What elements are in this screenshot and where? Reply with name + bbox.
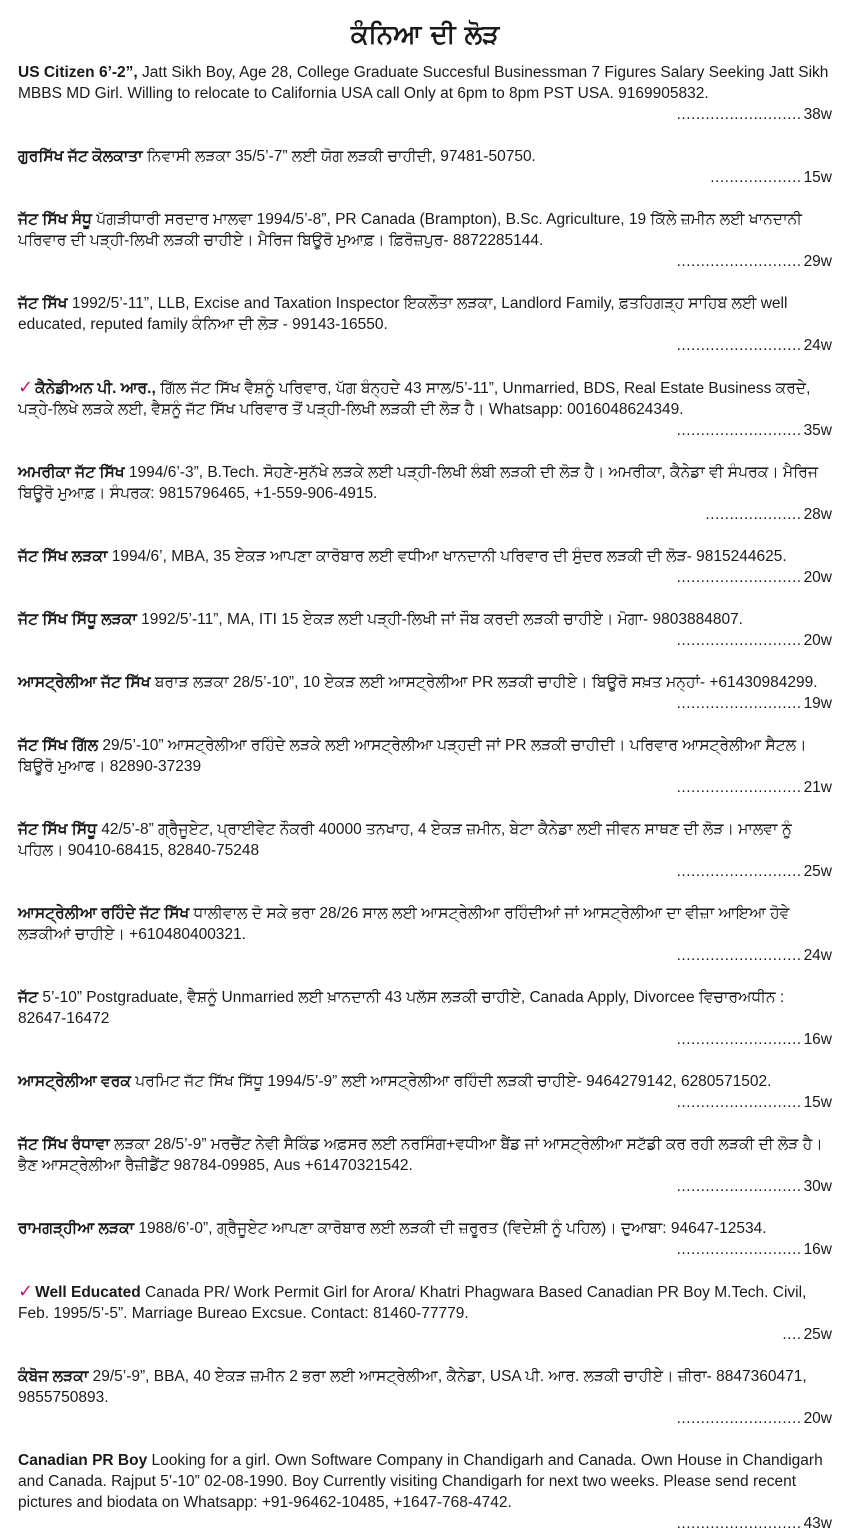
ad-word-count-row <box>18 1513 832 1534</box>
dot-leader: .................... <box>705 506 802 523</box>
page-title: ਕੰਨਿਆ ਦੀ ਲੋੜ <box>350 20 500 50</box>
ad-word-count-row <box>18 567 832 588</box>
ad-text <box>18 735 832 777</box>
ad-body: 1992/5’-11”, LLB, Excise and Taxation Inspector ਇਕਲੌਤਾ ਲੜਕਾ, Landlord Family, ਫ਼ਤਹਿਗੜ੍ਹ ਸਾਹਿਬ ਲਈ well educated, reputed family ਕੰਨਿਆ ਦੀ ਲੋੜ - 99143-16550. <box>18 295 788 333</box>
word-count: 25w <box>803 1326 832 1343</box>
ad-body: 29/5’-9”, BBA, 40 ਏਕੜ ਜ਼ਮੀਨ 2 ਭਰਾ ਲਈ ਆਸਟ੍ਰੇਲੀਆ, ਕੈਨੇਡਾ, USA ਪੀ. ਆਰ. ਲੜਕੀ ਚਾਹੀਏ। ਜ਼ੀਰਾ- 8847360471, 9855750893. <box>18 1368 807 1406</box>
ad-body: 1994/6’, MBA, 35 ਏਕੜ ਆਪਣਾ ਕਾਰੋਬਾਰ ਲਈ ਵਧੀਆ ਖਾਨਦਾਨੀ ਪਰਿਵਾਰ ਦੀ ਸੁੰਦਰ ਲੜਕੀ ਦੀ ਲੋੜ- 9815244625. <box>107 548 787 565</box>
list-item <box>18 1366 832 1429</box>
word-count: 28w <box>803 506 832 523</box>
ad-heading: ਜੱਟ <box>18 989 39 1006</box>
dot-leader: .... <box>782 1326 802 1343</box>
ad-text <box>18 546 832 567</box>
ad-word-count-row <box>18 1176 832 1197</box>
list-item <box>18 672 832 714</box>
ad-word-count-row <box>18 630 832 651</box>
ad-heading: ਕੈਨੇਡੀਅਨ ਪੀ. ਆਰ., <box>35 380 156 397</box>
ad-body: 29/5’-10” ਆਸਟ੍ਰੇਲੀਆ ਰਹਿੰਦੇ ਲੜਕੇ ਲਈ ਆਸਟ੍ਰੇਲੀਆ ਪੜ੍ਹਦੀ ਜਾਂ PR ਲੜਕੀ ਚਾਹੀਦੀ। ਪਰਿਵਾਰ ਆਸਟ੍ਰੇਲੀਆ ਸੈਟਲ। ਬਿਊਰੋ ਮੁਆਫ। 82890-37239 <box>18 737 807 775</box>
ad-text <box>18 987 832 1029</box>
ad-heading: ਕੰਬੋਜ ਲੜਕਾ <box>18 1368 89 1385</box>
ad-text <box>18 293 832 335</box>
ad-text <box>18 146 832 167</box>
list-item <box>18 293 832 356</box>
word-count: 24w <box>803 947 832 964</box>
ad-text <box>18 1071 832 1092</box>
ad-body: Looking for a girl. Own Software Company in Chandigarh and Canada. Own House in Chandigarh and Canada. Rajput 5’-10” 02-08-1990. Boy Currently visiting Chandigarh for next two weeks. Please send recent pictures and biodata on Whatsapp: +91-96462-10485, +1647-768-4742. <box>18 1452 823 1511</box>
ad-heading: ਜੱਟ ਸਿੱਖ <box>18 295 68 312</box>
check-mark-icon: ✓ <box>18 377 34 397</box>
ad-body: 42/5’-8” ਗ੍ਰੈਜੂਏਟ, ਪ੍ਰਾਈਵੇਟ ਨੌਕਰੀ 40000 ਤਨਖਾਹ, 4 ਏਕੜ ਜ਼ਮੀਨ, ਬੇਟਾ ਕੈਨੇਡਾ ਲਈ ਜੀਵਨ ਸਾਥਣ ਦੀ ਲੋੜ। ਮਾਲਵਾ ਨੂੰ ਪਹਿਲ। 90410-68415, 82840-75248 <box>18 821 792 859</box>
ad-word-count-row <box>18 104 832 125</box>
ad-word-count-row <box>18 251 832 272</box>
word-count: 30w <box>803 1178 832 1195</box>
dot-leader: .......................... <box>676 1515 802 1532</box>
list-item <box>18 62 832 125</box>
word-count: 20w <box>803 1410 832 1427</box>
ad-text <box>18 377 832 420</box>
word-count: 21w <box>803 779 832 796</box>
word-count: 15w <box>803 1094 832 1111</box>
ad-text <box>18 1281 832 1324</box>
ad-heading: ਜੱਟ ਸਿੱਖ ਲੜਕਾ <box>18 548 108 565</box>
ad-heading: Canadian PR Boy <box>18 1452 148 1469</box>
ad-heading: ਅਮਰੀਕਾ ਜੱਟ ਸਿੱਖ <box>18 464 125 481</box>
ad-heading: ਜੱਟ ਸਿੱਖ ਸਿੱਧੂ <box>18 821 97 838</box>
ad-body: 1992/5’-11”, MA, ITI 15 ਏਕੜ ਲਈ ਪੜ੍ਹੀ-ਲਿਖੀ ਜਾਂ ਜੌਬ ਕਰਦੀ ਲੜਕੀ ਚਾਹੀਏ। ਮੋਗਾ- 9803884807. <box>136 611 743 628</box>
list-item <box>18 209 832 272</box>
ad-text <box>18 209 832 251</box>
ad-body: ਧਾਲੀਵਾਲ ਦੋ ਸਕੇ ਭਰਾ 28/26 ਸਾਲ ਲਈ ਆਸਟ੍ਰੇਲੀਆ ਰਹਿੰਦੀਆਂ ਜਾਂ ਆਸਟ੍ਰੇਲੀਆ ਦਾ ਵੀਜ਼ਾ ਆਇਆ ਹੋਵੇ ਲੜਕੀਆਂ ਚਾਹੀਏ। +610480400321. <box>18 905 790 943</box>
word-count: 16w <box>803 1241 832 1258</box>
list-item <box>18 609 832 651</box>
ad-word-count-row <box>18 777 832 798</box>
dot-leader: .......................... <box>676 779 802 796</box>
ad-heading: ਰਾਮਗੜ੍ਹੀਆ ਲੜਕਾ <box>18 1220 135 1237</box>
word-count: 38w <box>803 106 832 123</box>
ad-text <box>18 1366 832 1408</box>
ad-heading: ਗੁਰਸਿੱਖ ਜੱਟ ਕੋਲਕਾਤਾ <box>18 148 143 165</box>
ad-text <box>18 903 832 945</box>
ad-heading: ਜੱਟ ਸਿੱਖ ਸਿੱਧੂ ਲੜਕਾ <box>18 611 137 628</box>
ad-heading: ਜੱਟ ਸਿੱਖ ਰੰਧਾਵਾ <box>18 1136 110 1153</box>
ad-body: ਪਰਮਿਟ ਜੱਟ ਸਿੱਖ ਸਿੱਧੂ 1994/5’-9” ਲਈ ਆਸਟ੍ਰੇਲੀਆ ਰਹਿੰਦੀ ਲੜਕੀ ਚਾਹੀਏ- 9464279142, 6280571502. <box>130 1073 772 1090</box>
dot-leader: .......................... <box>676 863 802 880</box>
word-count: 25w <box>803 863 832 880</box>
list-item <box>18 903 832 966</box>
list-item <box>18 1134 832 1197</box>
ad-text <box>18 1218 832 1239</box>
ad-heading: Well Educated <box>35 1284 141 1301</box>
dot-leader: .......................... <box>676 695 802 712</box>
dot-leader: .......................... <box>676 1178 802 1195</box>
list-item <box>18 462 832 525</box>
dot-leader: .......................... <box>676 253 802 270</box>
ad-body: ਗਿੱਲ ਜੱਟ ਸਿੱਖ ਵੈਸ਼ਨੂੰ ਪਰਿਵਾਰ, ਪੱਗ ਬੰਨ੍ਹਦੇ 43 ਸਾਲ/5’-11”, Unmarried, BDS, Real Estate Business ਕਰਦੇ, ਪੜ੍ਹੇ-ਲਿਖੇ ਲੜਕੇ ਲਈ, ਵੈਸ਼ਨੂੰ ਜੱਟ ਸਿੱਖ ਪਰਿਵਾਰ ਤੋਂ ਪੜ੍ਹੀ-ਲਿਖੀ ਲੜਕੀ ਦੀ ਲੋੜ ਹੈ। Whatsapp: 0016048624349. <box>18 380 811 418</box>
ad-text <box>18 462 832 504</box>
ad-heading: ਜੱਟ ਸਿੱਖ ਗਿੱਲ <box>18 737 99 754</box>
word-count: 15w <box>803 169 832 186</box>
list-item <box>18 546 832 588</box>
ad-word-count-row <box>18 1092 832 1113</box>
ad-body: 5’-10” Postgraduate, ਵੈਸ਼ਨੂੰ Unmarried ਲਈ ਖ਼ਾਨਦਾਨੀ 43 ਪਲੱਸ ਲੜਕੀ ਚਾਹੀਏ, Canada Apply, Divorcee ਵਿਚਾਰਅਧੀਨ : 82647-16472 <box>18 989 785 1027</box>
ad-word-count-row <box>18 693 832 714</box>
word-count: 43w <box>803 1515 832 1532</box>
ad-text <box>18 1450 832 1513</box>
ad-body: ਲੜਕਾ 28/5’-9” ਮਰਚੈਂਟ ਨੇਵੀ ਸੈਕਿੰਡ ਅਫ਼ਸਰ ਲਈ ਨਰਸਿੰਗ+ਵਧੀਆ ਬੈਂਡ ਜਾਂ ਆਸਟ੍ਰੇਲੀਆ ਸਟੱਡੀ ਕਰ ਰਹੀ ਲੜਕੀ ਦੀ ਲੋੜ ਹੈ। ਭੈਣ ਆਸਟ੍ਰੇਲੀਆ ਰੈਜ਼ੀਡੈਂਟ 98784-09985, Aus +61470321542. <box>18 1136 823 1174</box>
ad-word-count-row <box>18 1239 832 1260</box>
list-item <box>18 735 832 798</box>
ad-body: ਬਰਾੜ ਲੜਕਾ 28/5’-10”, 10 ਏਕੜ ਲਈ ਆਸਟ੍ਰੇਲੀਆ PR ਲੜਕੀ ਚਾਹੀਏ। ਬਿਊਰੋ ਸਖ਼ਤ ਮਨ੍ਹਾਂ- +61430984299. <box>150 674 818 691</box>
word-count: 19w <box>803 695 832 712</box>
dot-leader: .......................... <box>676 1410 802 1427</box>
ad-heading: ਆਸਟ੍ਰੇਲੀਆ ਜੱਟ ਸਿੱਖ <box>18 674 151 691</box>
list-item <box>18 987 832 1050</box>
ad-body: 1988/6’-0”, ਗ੍ਰੈਜੂਏਟ ਆਪਣਾ ਕਾਰੋਬਾਰ ਲਈ ਲੜਕੀ ਦੀ ਜ਼ਰੂਰਤ (ਵਿਦੇਸ਼ੀ ਨੂੰ ਪਹਿਲ)। ਦੁਆਬਾ: 94647-12534. <box>134 1220 767 1237</box>
list-item <box>18 1281 832 1345</box>
ad-word-count-row <box>18 504 832 525</box>
dot-leader: .......................... <box>676 1241 802 1258</box>
ad-heading: ਜੱਟ ਸਿੱਖ ਸੰਧੂ <box>18 211 92 228</box>
dot-leader: .......................... <box>676 1094 802 1111</box>
ad-word-count-row <box>18 167 832 188</box>
list-item <box>18 1071 832 1113</box>
ad-text <box>18 609 832 630</box>
ad-text <box>18 1134 832 1176</box>
ad-word-count-row <box>18 1029 832 1050</box>
word-count: 24w <box>803 337 832 354</box>
ads-list <box>18 62 832 1534</box>
dot-leader: .......................... <box>676 947 802 964</box>
list-item <box>18 1218 832 1260</box>
word-count: 20w <box>803 632 832 649</box>
dot-leader: .......................... <box>676 1031 802 1048</box>
ad-word-count-row <box>18 1408 832 1429</box>
ad-word-count-row <box>18 335 832 356</box>
ad-body: Jatt Sikh Boy, Age 28, College Graduate Succesful Businessman 7 Figures Salary Seeking Jatt Sikh MBBS MD Girl. Willing to relocate to California USA call Only at 6pm to 8pm PST USA. 9169905832. <box>18 64 829 102</box>
dot-leader: .......................... <box>676 422 802 439</box>
ad-word-count-row <box>18 945 832 966</box>
ad-body: ਪੱਗੜੀਧਾਰੀ ਸਰਦਾਰ ਮਾਲਵਾ 1994/5’-8”, PR Canada (Brampton), B.Sc. Agriculture, 19 ਕਿੱਲੇ ਜ਼ਮੀਨ ਲਈ ਖਾਨਦਾਨੀ ਪਰਿਵਾਰ ਦੀ ਪੜ੍ਹੀ-ਲਿਖੀ ਲੜਕੀ ਚਾਹੀਏ। ਮੈਰਿਜ ਬਿਊਰੋ ਮੁਆਫ਼। ਫ਼ਿਰੋਜ਼ਪੁਰ- 8872285144. <box>18 211 802 249</box>
dot-leader: .......................... <box>676 569 802 586</box>
ad-heading: ਆਸਟ੍ਰੇਲੀਆ ਵਰਕ <box>18 1073 131 1090</box>
dot-leader: .......................... <box>676 106 802 123</box>
ad-text <box>18 672 832 693</box>
word-count: 35w <box>803 422 832 439</box>
ad-word-count-row <box>18 861 832 882</box>
word-count: 16w <box>803 1031 832 1048</box>
list-item <box>18 1450 832 1534</box>
dot-leader: .......................... <box>676 337 802 354</box>
dot-leader: ................... <box>710 169 802 186</box>
ad-word-count-row <box>18 1324 832 1345</box>
ad-body: Canada PR/ Work Permit Girl for Arora/ Khatri Phagwara Based Canadian PR Boy M.Tech. Civil, Feb. 1995/5’-5”. Marriage Bureao Excsue. Contact: 81460-77779. <box>18 1284 807 1322</box>
ad-heading: US Citizen 6’-2”, <box>18 64 138 81</box>
word-count: 29w <box>803 253 832 270</box>
ad-heading: ਆਸਟ੍ਰੇਲੀਆ ਰਹਿੰਦੇ ਜੱਟ ਸਿੱਖ <box>18 905 190 922</box>
list-item <box>18 819 832 882</box>
ad-body: ਨਿਵਾਸੀ ਲੜਕਾ 35/5’-7” ਲਈ ਯੋਗ ਲੜਕੀ ਚਾਹੀਦੀ, 97481-50750. <box>142 148 536 165</box>
ad-text <box>18 819 832 861</box>
list-item <box>18 146 832 188</box>
ad-body: 1994/6’-3”, B.Tech. ਸੋਹਣੇ-ਸੁਨੱਖੇ ਲੜਕੇ ਲਈ ਪੜ੍ਹੀ-ਲਿਖੀ ਲੰਬੀ ਲੜਕੀ ਦੀ ਲੋੜ ਹੈ। ਅਮਰੀਕਾ, ਕੈਨੇਡਾ ਵੀ ਸੰਪਰਕ। ਮੈਰਿਜ ਬਿਊਰੋ ਮੁਆਫ਼। ਸੰਪਰਕ: 9815796465, +1-559-906-4915. <box>18 464 818 502</box>
list-item <box>18 377 832 441</box>
ad-text <box>18 62 832 104</box>
dot-leader: .......................... <box>676 632 802 649</box>
check-mark-icon: ✓ <box>18 1281 34 1301</box>
word-count: 20w <box>803 569 832 586</box>
ad-word-count-row <box>18 420 832 441</box>
